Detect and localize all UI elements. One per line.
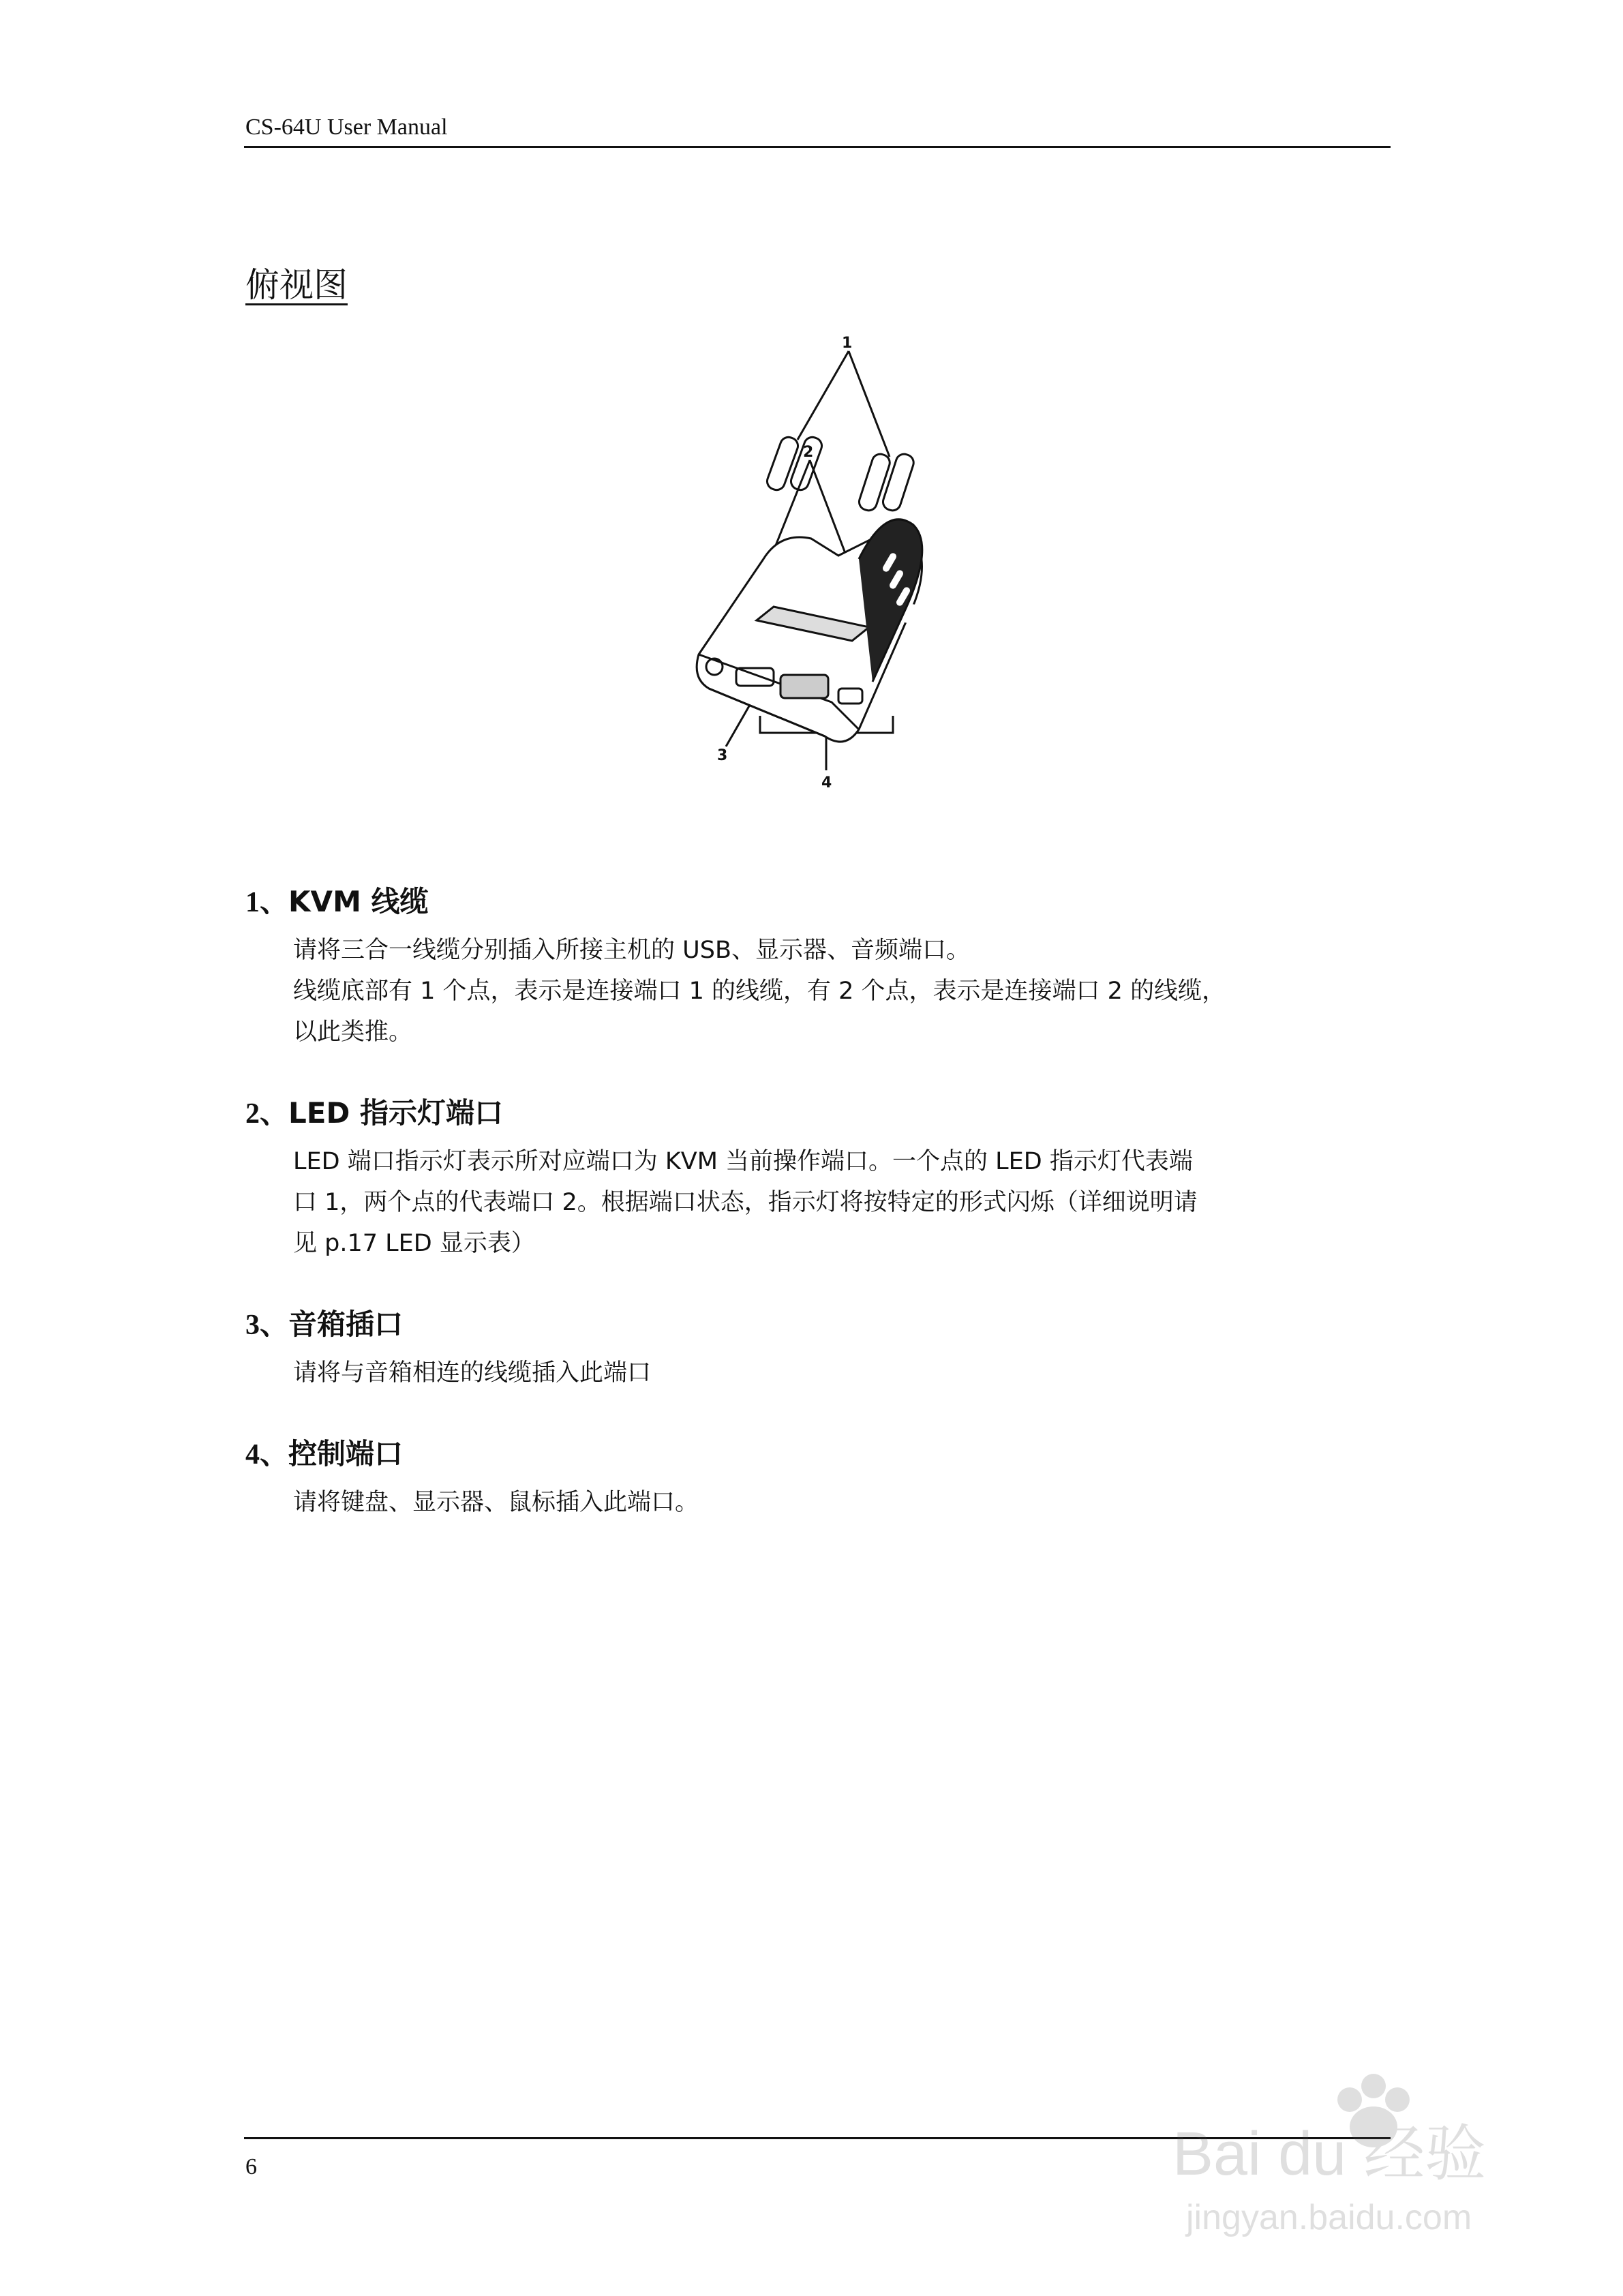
- baidu-watermark: [1145, 2059, 1554, 2263]
- section-kvm-cable: [245, 879, 1391, 1053]
- section-speaker-jack: [245, 1302, 1391, 1393]
- paragraph-line: 口 1，两个点的代表端口 2。根据端口状态，指示灯将按特定的形式闪烁（详细说明请: [293, 1189, 1198, 1216]
- paragraph-line: LED 端口指示灯表示所对应端口为 KVM 当前操作端口。一个点的 LED 指示灯代表端: [293, 1148, 1193, 1175]
- device-diagram: [634, 334, 1111, 811]
- section-heading: KVM 线缆: [288, 885, 429, 918]
- paragraph-line: 请将与音箱相连的线缆插入此端口: [293, 1359, 652, 1387]
- paragraph-line: 见 p.17 LED 显示表）: [293, 1230, 535, 1257]
- watermark-url: jingyan.baidu.com: [1186, 2198, 1472, 2237]
- section-console-port: [245, 1432, 1391, 1523]
- header-rule: [244, 146, 1391, 148]
- section-led-indicator: [245, 1091, 1391, 1264]
- callout-2: 2: [803, 444, 814, 461]
- section-number: 3、: [245, 1310, 289, 1341]
- paragraph-line: 以此类推。: [293, 1018, 413, 1046]
- section-heading: LED 指示灯端口: [288, 1096, 503, 1130]
- callout-3: 3: [717, 747, 728, 764]
- section-heading: 音箱插口: [288, 1308, 404, 1341]
- header-title: CS-64U User Manual: [245, 115, 448, 140]
- watermark-brand: Bai du 经验: [1172, 2120, 1487, 2188]
- page-number: 6: [245, 2154, 257, 2179]
- callout-1: 1: [842, 335, 853, 352]
- paragraph-line: 请将键盘、显示器、鼠标插入此端口。: [293, 1489, 699, 1516]
- paragraph-line: 线缆底部有 1 个点，表示是连接端口 1 的线缆，有 2 个点，表示是连接端口 2 的线缆，: [293, 978, 1226, 1005]
- section-number: 4、: [245, 1439, 289, 1470]
- paragraph-line: 请将三合一线缆分别插入所接主机的 USB、显示器、音频端口。: [293, 937, 970, 964]
- section-heading: 控制端口: [288, 1437, 404, 1470]
- section-number: 1、: [245, 887, 289, 918]
- callout-4: 4: [821, 774, 832, 791]
- page-title: 俯视图: [245, 265, 348, 305]
- section-number: 2、: [245, 1098, 289, 1130]
